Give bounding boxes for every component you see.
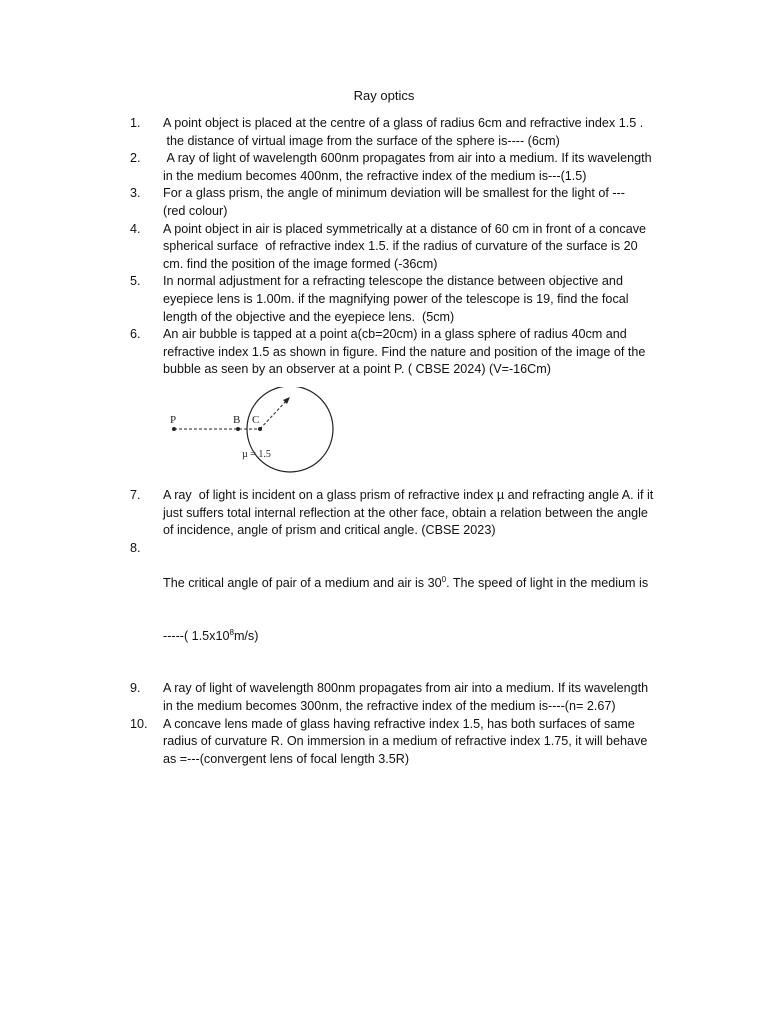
question-text: An air bubble is tapped at a point a(cb=20cm) in a glass sphere of radius 40cm and refractive index 1.5 as shown in figure. Find the nature and position of the image of the bubble as seen by an observer at a point P. ( CBSE 2024) (V=-16Cm) [163,327,646,377]
point-b-dot [236,427,240,431]
question-1 [130,115,678,150]
question-text: In normal adjustment for a refracting telescope the distance between objective and eyepiece lens is 1.00m. if the magnifying power of the telescope is 19, find the focal length of the objective and the eyepiece lens. (5cm) [163,274,629,324]
question-list [130,115,678,768]
question-number: 10. [130,716,148,731]
question-number: 7. [130,487,141,502]
label-c: C [252,413,260,426]
question-number: 1. [130,116,141,130]
question-6 [130,326,678,379]
question-number: 2. [130,151,141,166]
label-mu: µ = 1.5 [242,448,271,460]
point-p-dot [172,427,176,431]
question-number: 5. [130,274,141,289]
question-8 [130,540,678,681]
question-text: For a glass prism, the angle of minimum deviation will be smallest for the light of --- (red colour) [163,186,625,218]
bubble-sphere-figure [130,387,678,481]
question-text: A concave lens made of glass having refractive index 1.5, has both surfaces of same radius of curvature R. On immersion in a medium of refractive index 1.75, it will behave as =---(convergent lens of focal length 3.5R) [163,716,648,766]
radius-dashed-line [260,400,287,429]
question-text: The critical angle of pair of a medium and air is $30^0$. The speed of light in the medium is -----( $1.5x10^8m/s$) [163,574,649,643]
page-title: Ray optics [353,88,415,103]
question-number: 4. [130,221,141,236]
question-9 [130,680,678,715]
question-text: A ray of light is incident on a glass prism of refractive index µ and refracting angle A. if it just suffers total internal reflection at the other face, obtain a relation between the angle of incidence, angle of prism and critical angle. (CBSE 2023) [163,487,654,538]
question-3 [130,185,678,220]
question-5 [130,273,678,326]
question-7 [130,487,678,540]
question-2 [130,150,678,185]
sphere-diagram [160,387,360,481]
question-text: A ray of light of wavelength 600nm propagates from air into a medium. If its wavelength in the medium becomes 400nm, the refractive index of the medium is---(1.5) [163,151,652,183]
question-text: A ray of light of wavelength 800nm propagates from air into a medium. If its wavelength in the medium becomes 300nm, the refractive index of the medium is----(n= 2.67) [163,681,649,714]
question-number: 6. [130,327,141,342]
question-text: A point object in air is placed symmetrically at a distance of 60 cm in front of a concave spherical surface of refractive index 1.5. if the radius of curvature of the surface is 20 cm. find the position of the image formed (-36cm) [163,221,646,271]
question-number: 8. [130,540,141,555]
question-4 [130,221,678,274]
question-text: A point object is placed at the centre of a glass of radius 6cm and refractive index 1.5 . the distance of virtual image from the surface of the sphere is---- (6cm) [163,116,644,148]
label-p: P [170,413,177,426]
label-b: B [233,413,241,426]
question-10 [130,716,678,769]
question-number: 3. [130,186,141,201]
question-number: 9. [130,681,141,696]
